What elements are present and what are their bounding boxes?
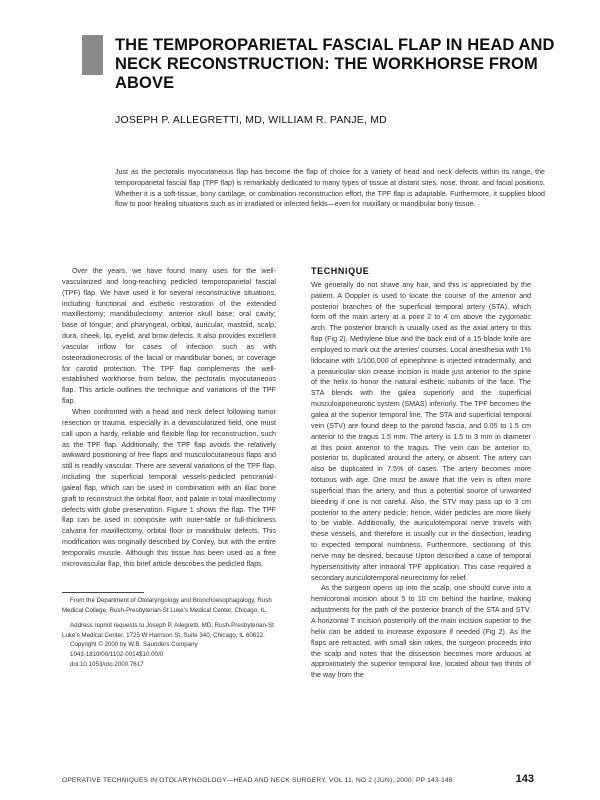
left-column xyxy=(62,266,276,570)
footnote-reprints: Address reprint requests to Joseph P. Allegretti, MD, Rush-Presbyterian-St Luke's Medical Center, 1725 W Harrison St, Suite 340, Chicago, IL 60612. xyxy=(62,622,274,639)
body-paragraph: We generally do not shave any hair, and this is appreciated by the patient. A Doppler is used to locate the course of the anterior and posterior branches of the superficial temporal artery (STA), which form off the main artery at a point 2 to 4 cm above the zygomatic arch. The posterior branch is usually used as the axial artery to this flap (Fig 2). Methylene blue and the back end of a 15-blade knife are employed to mark out the arteries' courses. Local anesthesia with 1% lidocaine with 1/100,000 of epinephrine is injected intradermally, and a preauricular skin crease incision is made just anterior to the spine of the helix to honor the natural esthetic subunits of the face. The STA blends with the galea superiorly and the superficial musculoaponeurotic system (SMAS) inferiorly. The TPF becomes the galea at the superior temporal line. The STA and superficial temporal vein (STV) are found deep to the parotid fascia, and 0.05 to 1.5 cm anterior to the tragus 1.5 mm. The artery is 1.5 to 3 mm in diameter at this point anterior to the tragus. The vein can be anterior to, posterior to, duplicated around the artery, or absent. The artery can also be duplicated in 7.5% of cases. The artery becomes more tortuous with age. One must be aware that the vein is often more superficial than the artery, and thus a potential source of unwanted bleeding if one is not careful. Also, the STV may pass up to 3 cm posterior to the artery pedicle; hence, wider pedicles are more likely to be viable. Additionally, the auriculotemporal nerve travels with these vessels, and therefore is usually cut in the dissection, leading to expected temporal numbness. Furthermore, sectioning of this nerve may be desired, because Upton described a case of temporal hypersensitivity after intraoral TPF application. This case required a secondary auriculotemporal neurectomy for relief. xyxy=(311,280,531,582)
footnote-doi: doi:10.1053/oto.2000.7617 xyxy=(70,660,144,668)
page-number: 143 xyxy=(515,773,534,785)
body-paragraph: Over the years, we have found many uses for the well-vascularized and long-reaching pedicled temporoparietal fascial (TPF) flap. We have used it for several reconstructive situations, including functional and esthetic restoration of the extended maxillectomy; mandibulectomy; anterior skull base; oral cavity; base of tongue; and pharyngeal, orbital, auricular, mastoid, scalp, dura, cheek, lip, eyelid, and brow defects. It also provides excellent vascular inflow for cases of infection such as with osteoradionecrosis of the facial or mandibular bones, or coverage for carotid protection. The TPF flap complements the well-established workhorse from below, the pectoralis myocutaneous flap. This article outlines the technique and variations of the TPF flap. xyxy=(62,267,276,406)
journal-citation: OPERATIVE TECHNIQUES IN OTOLARYNGOLOGY—HEAD AND NECK SURGERY, VOL 11, NO 2 (JUN), 2000: PP 143-148 xyxy=(62,777,453,784)
body-paragraph: As the surgeon opens up into the scalp, one should curve into a hemicoronal incision about 5 to 10 cm behind the hairline, making adjustments for the path of the posterior branch of the STA and STV. A horizontal T incision posteriorly off the main incision superior to the helix can be added to increase exposure if needed (Fig 2). As the flaps are retracted, with small skin rakes, the surgeon proceeds into the scalp and notes that the dissection becomes more arduous at approximately the superior temporal line, located about two thirds of the way from the xyxy=(311,584,531,680)
footnote-ids: 1043-1810/00/1102-0014$10.00/0 xyxy=(70,650,164,658)
section-heading-technique: TECHNIQUE xyxy=(311,266,370,276)
footnotes xyxy=(62,596,274,669)
page-footer xyxy=(62,775,534,789)
footnote-affiliation: From the Department of Otolaryngology and Bronchoesophagology, Rush Medical College, Rush-Presbyterian-St Luke's Medical Center, Chicago, IL. xyxy=(62,597,272,614)
body-paragraph: When confronted with a head and neck defect following tumor resection or trauma, especially in a devascularized field, one must call upon a hardy, reliable and flexible flap for reconstruction, such as the TPF flap. Additionally, the TPF flap avoids the relatively awkward positioning of free flaps and musculocutaneous flaps and still is readily vascular. There are several variations of the TPF flap, including the superficial temporal vessels-pedicled pericranial-galeal flap, which can be used in combination with an iliac bone graft to reconstruct the orbital floor, and palate in total maxillectomy defects with globe preservation. Figure 1 shows the flap. The TPF flap can be used in composite with outer-table or full-thickness calvaria for maxillectomy, orbital floor or mandibular defects. This modification was originally described by Conley, but with the entire temporalis muscle. Although this tissue has been used as a free microvascular flap, this brief article describes the pedicled flaps. xyxy=(62,407,276,568)
article-abstract: Just as the pectoralis myocutaneous flap has become the flap of choice for a variety of head and neck defects within its range, the temporoparietal fascial flap (TPF flap) is remarkably dedicated to many types of tissue at distant sites, nose, throat, and facial positions. Whether it is a soft-tissue, bony cartilage, or combination reconstruction effort, the TPF flap is adaptable. Furthermore, it supplies blood flow to poor healing situations such as in irradiated or infected fields—even for maxillary or mandibular bony tissue. xyxy=(115,168,545,209)
article-authors: JOSEPH P. ALLEGRETTI, MD, WILLIAM R. PANJE, MD xyxy=(115,114,387,126)
right-column xyxy=(311,266,531,681)
article-title: THE TEMPOROPARIETAL FASCIAL FLAP IN HEAD AND NECK RECONSTRUCTION: THE WORKHORSE FROM ABOVE xyxy=(115,36,555,92)
footnote-copyright: Copyright © 2000 by W.B. Saunders Company xyxy=(70,641,198,649)
footnote-divider xyxy=(62,592,144,593)
title-marker-block xyxy=(82,35,103,75)
